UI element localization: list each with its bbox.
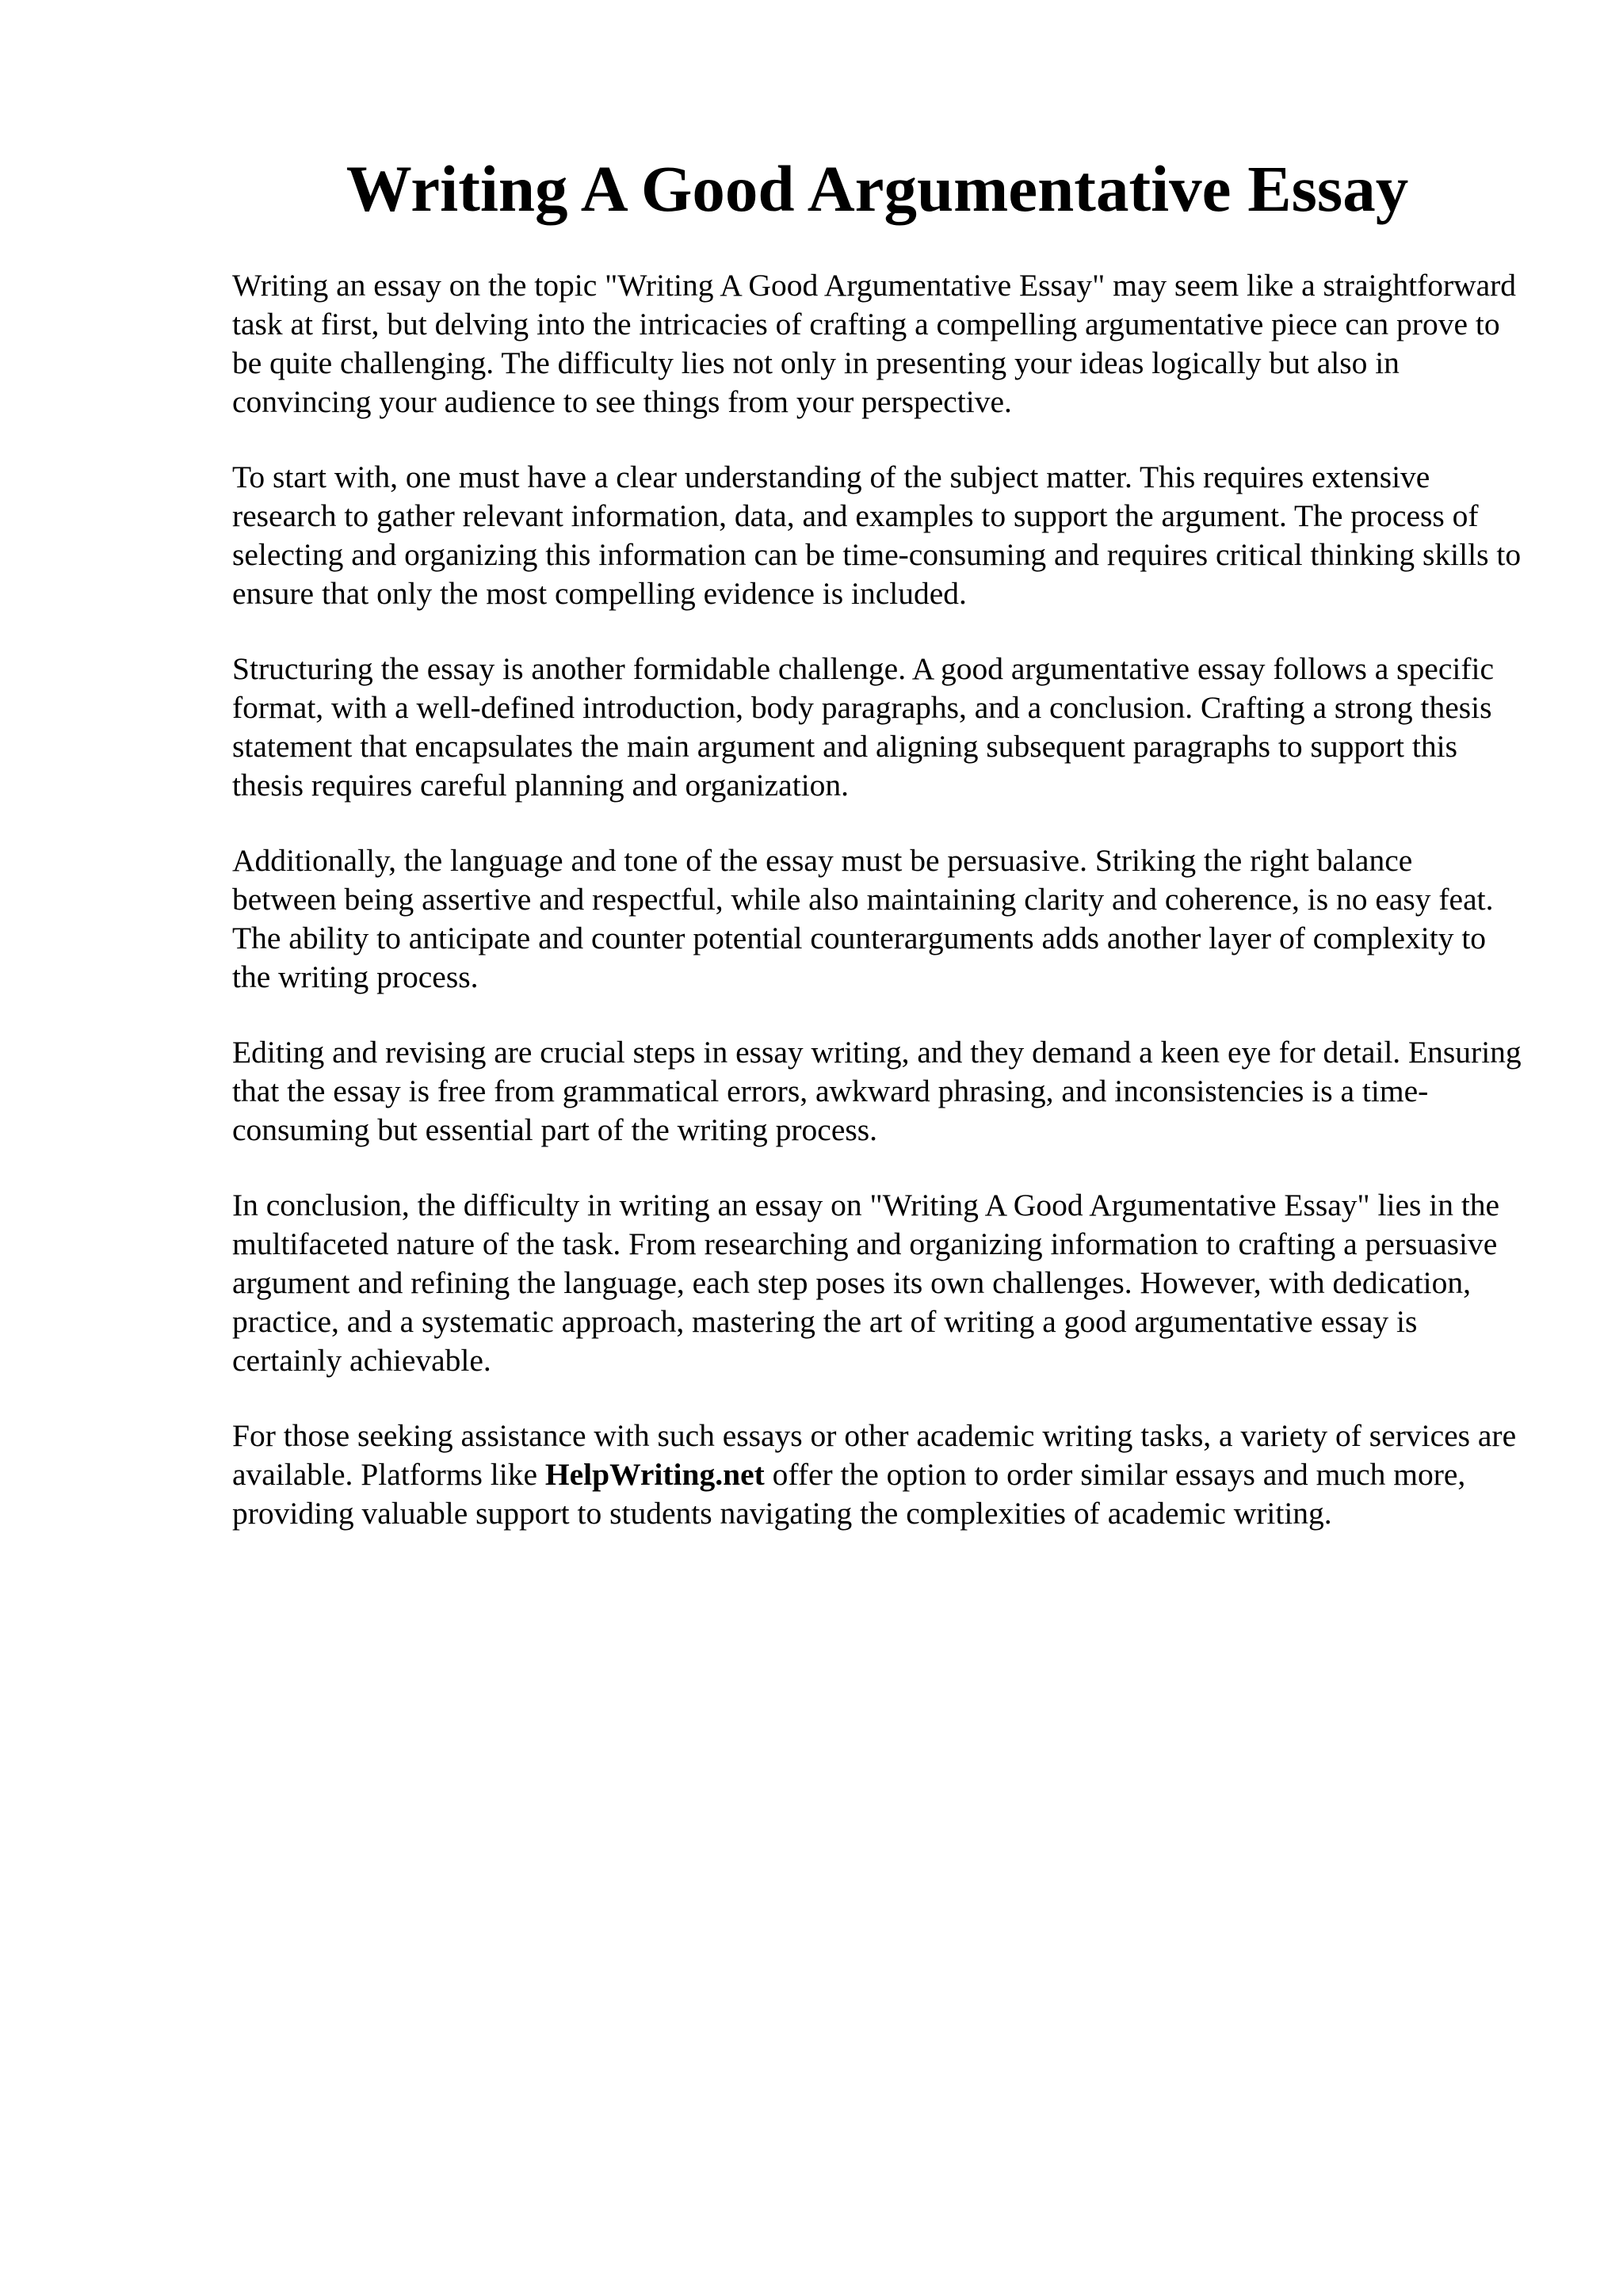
- paragraph-conclusion: In conclusion, the difficulty in writing an essay on "Writing A Good Argumentative Essay" lies in the multifaceted nature of the task. From researching and organizing information to crafting a persuasive argument and refining the language, each step poses its own challenges. However, with dedication, practice, and a systematic approach, mastering the art of writing a good argumentative essay is certainly achievable.: [232, 1188, 1500, 1378]
- assistance-text-before: For those seeking assistance with such essays or other academic writing tasks, a variety of services are available. Platforms like: [232, 1418, 1517, 1492]
- paragraph-assistance: [232, 1417, 1524, 1533]
- paragraph-intro: Writing an essay on the topic "Writing A Good Argumentative Essay" may seem like a straightforward task at first, but delving into the intricacies of crafting a compelling argumentative piece can prove to be quite challenging. The difficulty lies not only in presenting your ideas logically but also in convincing your audience to see things from your perspective.: [232, 268, 1517, 419]
- paragraph-editing: Editing and revising are crucial steps in essay writing, and they demand a keen eye for detail. Ensuring that the essay is free from grammatical errors, awkward phrasing, and inconsistencies is a time-consuming but essential part of the writing process.: [232, 1035, 1522, 1147]
- helpwriting-brand: HelpWriting.net: [544, 1457, 765, 1492]
- essay-body: [232, 266, 1524, 1533]
- paragraph-structure: Structuring the essay is another formidable challenge. A good argumentative essay follows a specific format, with a well-defined introduction, body paragraphs, and a conclusion. Crafting a strong thesis statement that encapsulates the main argument and aligning subsequent paragraphs to support this thesis requires careful planning and organization.: [232, 651, 1494, 803]
- assistance-text-after: offer the option to order similar essays and much more, providing valuable support to students navigating the complexities of academic writing.: [232, 1457, 1466, 1531]
- paragraph-language: Additionally, the language and tone of the essay must be persuasive. Striking the right balance between being assertive and respectful, while also maintaining clarity and coherence, is no easy feat. The ability to anticipate and counter potential counterarguments adds another layer of complexity to the writing process.: [232, 843, 1494, 994]
- paragraph-research: To start with, one must have a clear understanding of the subject matter. This requires extensive research to gather relevant information, data, and examples to support the argument. The process of selecting and organizing this information can be time-consuming and requires critical thinking skills to ensure that only the most compelling evidence is included.: [232, 460, 1522, 611]
- page-title: Writing A Good Argumentative Essay: [346, 152, 1409, 225]
